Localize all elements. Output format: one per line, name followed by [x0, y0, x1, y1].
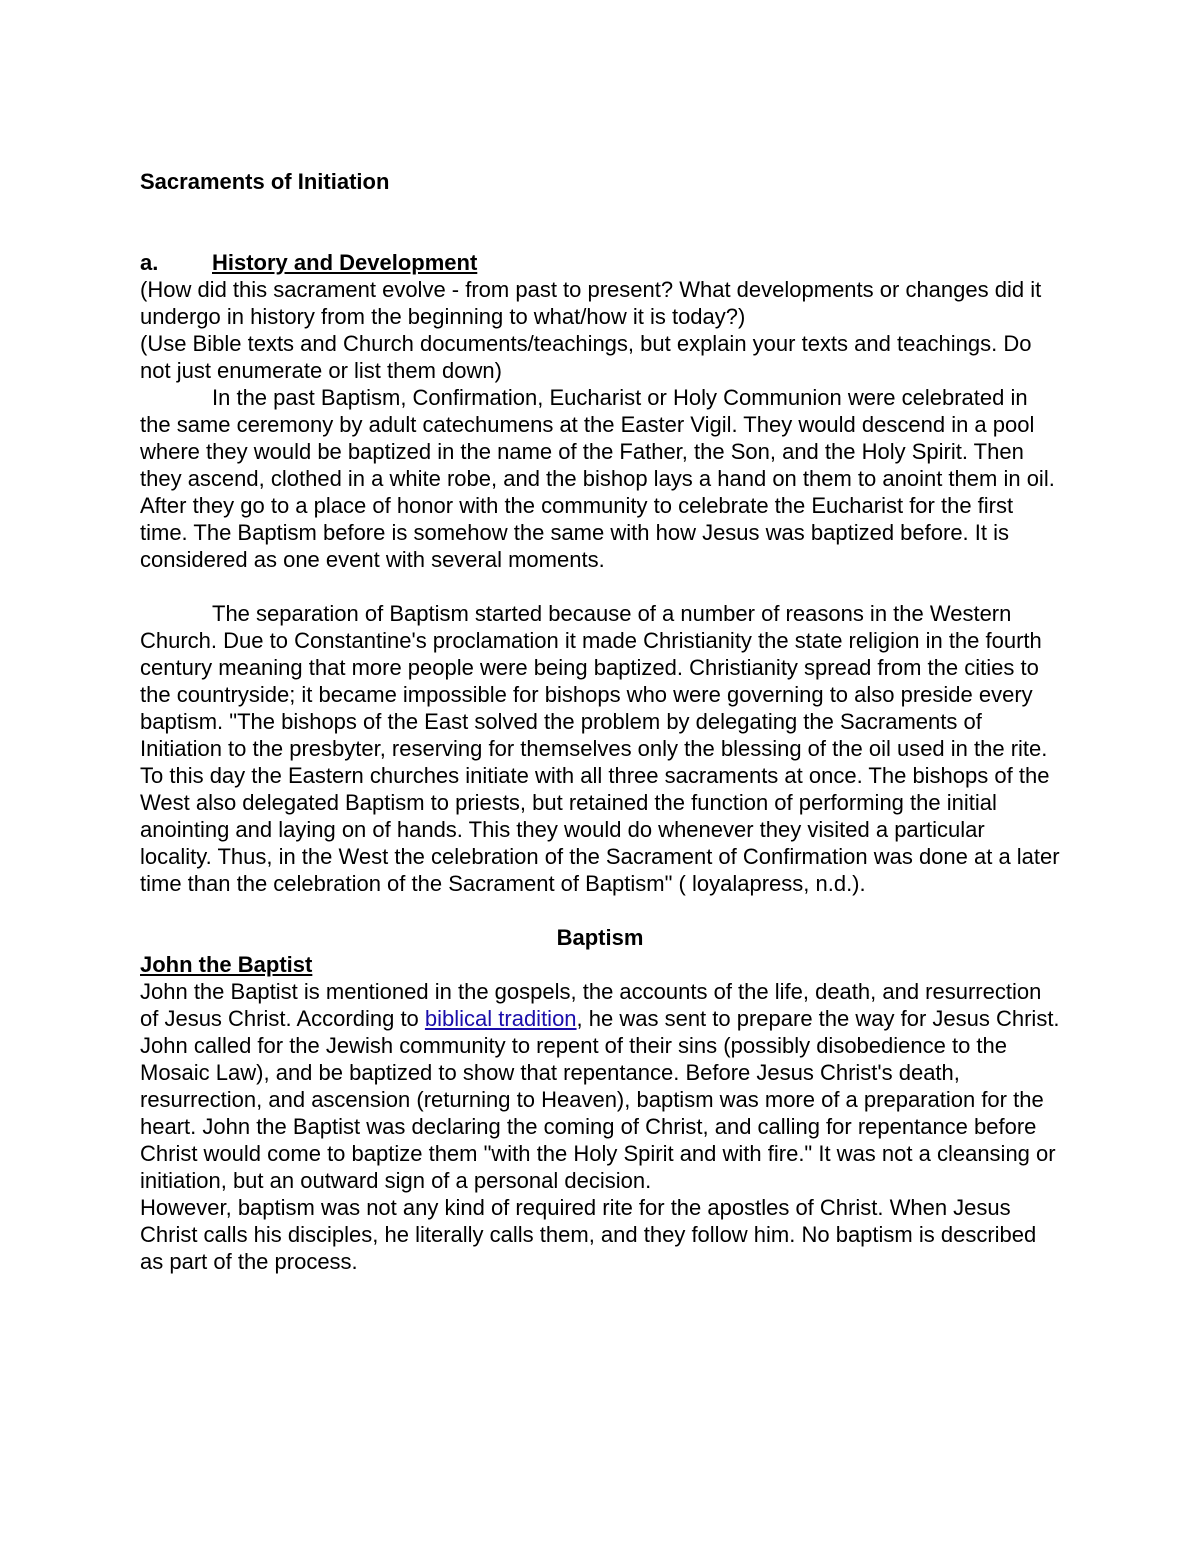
biblical-tradition-link[interactable]: biblical tradition — [424, 1006, 577, 1031]
section-heading-history — [140, 249, 1060, 276]
document-title: Sacraments of Initiation — [140, 169, 390, 194]
paragraph-spacer — [140, 897, 1060, 924]
section-marker: a. — [140, 250, 159, 275]
paragraph-text: John the Baptist is mentioned in the gospels, the accounts of the life, death, and resurrection of Jesus Christ. According to — [140, 979, 1042, 1031]
prompt-question: (How did this sacrament evolve - from past to present? What developments or changes did it undergo in history from the beginning to what/how it is today?) — [140, 277, 1042, 329]
section-title: History and Development — [212, 250, 478, 275]
paragraph-john-the-baptist — [140, 978, 1060, 1194]
paragraph-spacer — [140, 573, 1060, 600]
john-the-baptist-heading: John the Baptist — [140, 952, 313, 977]
paragraph-text: , he was sent to prepare the way for Jesus Christ. John called for the Jewish community to repent of their sins (possibly disobedience to the Mosaic Law), and be baptized to show that repentance. Before Jesus Christ's death, resurrection, and ascension (returning to Heaven), baptism was more of a preparation for the heart. John the Baptist was declaring the coming of Christ, and calling for repentance before Christ would come to baptize them "with the Holy Spirit and with fire." It was not a cleansing or initiation, but an outward sign of a personal decision. — [140, 1006, 1060, 1193]
paragraph-past-practice: In the past Baptism, Confirmation, Eucharist or Holy Communion were celebrated in the same ceremony by adult catechumens at the Easter Vigil. They would descend in a pool where they would be baptized in the name of the Father, the Son, and the Holy Spirit. Then they ascend, clothed in a white robe, and the bishop lays a hand on them to anoint them in oil. After they go to a place of honor with the community to celebrate the Eucharist for the first time. The Baptism before is somehow the same with how Jesus was baptized before. It is considered as one event with several moments. — [140, 385, 1055, 572]
paragraph-apostles: However, baptism was not any kind of required rite for the apostles of Christ. When Jesus Christ calls his disciples, he literally calls them, and they follow him. No baptism is described as part of the process. — [140, 1195, 1037, 1274]
document-body — [140, 168, 1060, 1275]
paragraph-separation: The separation of Baptism started because of a number of reasons in the Western Church. Due to Constantine's proclamation it made Christianity the state religion in the fourth century meaning that more people were being baptized. Christianity spread from the cities to the countryside; it became impossible for bishops who were governing to also preside every baptism. "The bishops of the East solved the problem by delegating the Sacraments of Initiation to the presbyter, reserving for themselves only the blessing of the oil used in the rite. To this day the Eastern churches initiate with all three sacraments at once. The bishops of the West also delegated Baptism to priests, but retained the function of performing the initial anointing and laying on of hands. This they would do whenever they visited a particular locality. Thus, in the West the celebration of the Sacrament of Confirmation was done at a later time than the celebration of the Sacrament of Baptism" ( loyalapress, n.d.). — [140, 601, 1060, 896]
baptism-heading: Baptism — [556, 925, 644, 950]
prompt-instruction: (Use Bible texts and Church documents/teachings, but explain your texts and teachings. Do not just enumerate or list them down) — [140, 331, 1032, 383]
